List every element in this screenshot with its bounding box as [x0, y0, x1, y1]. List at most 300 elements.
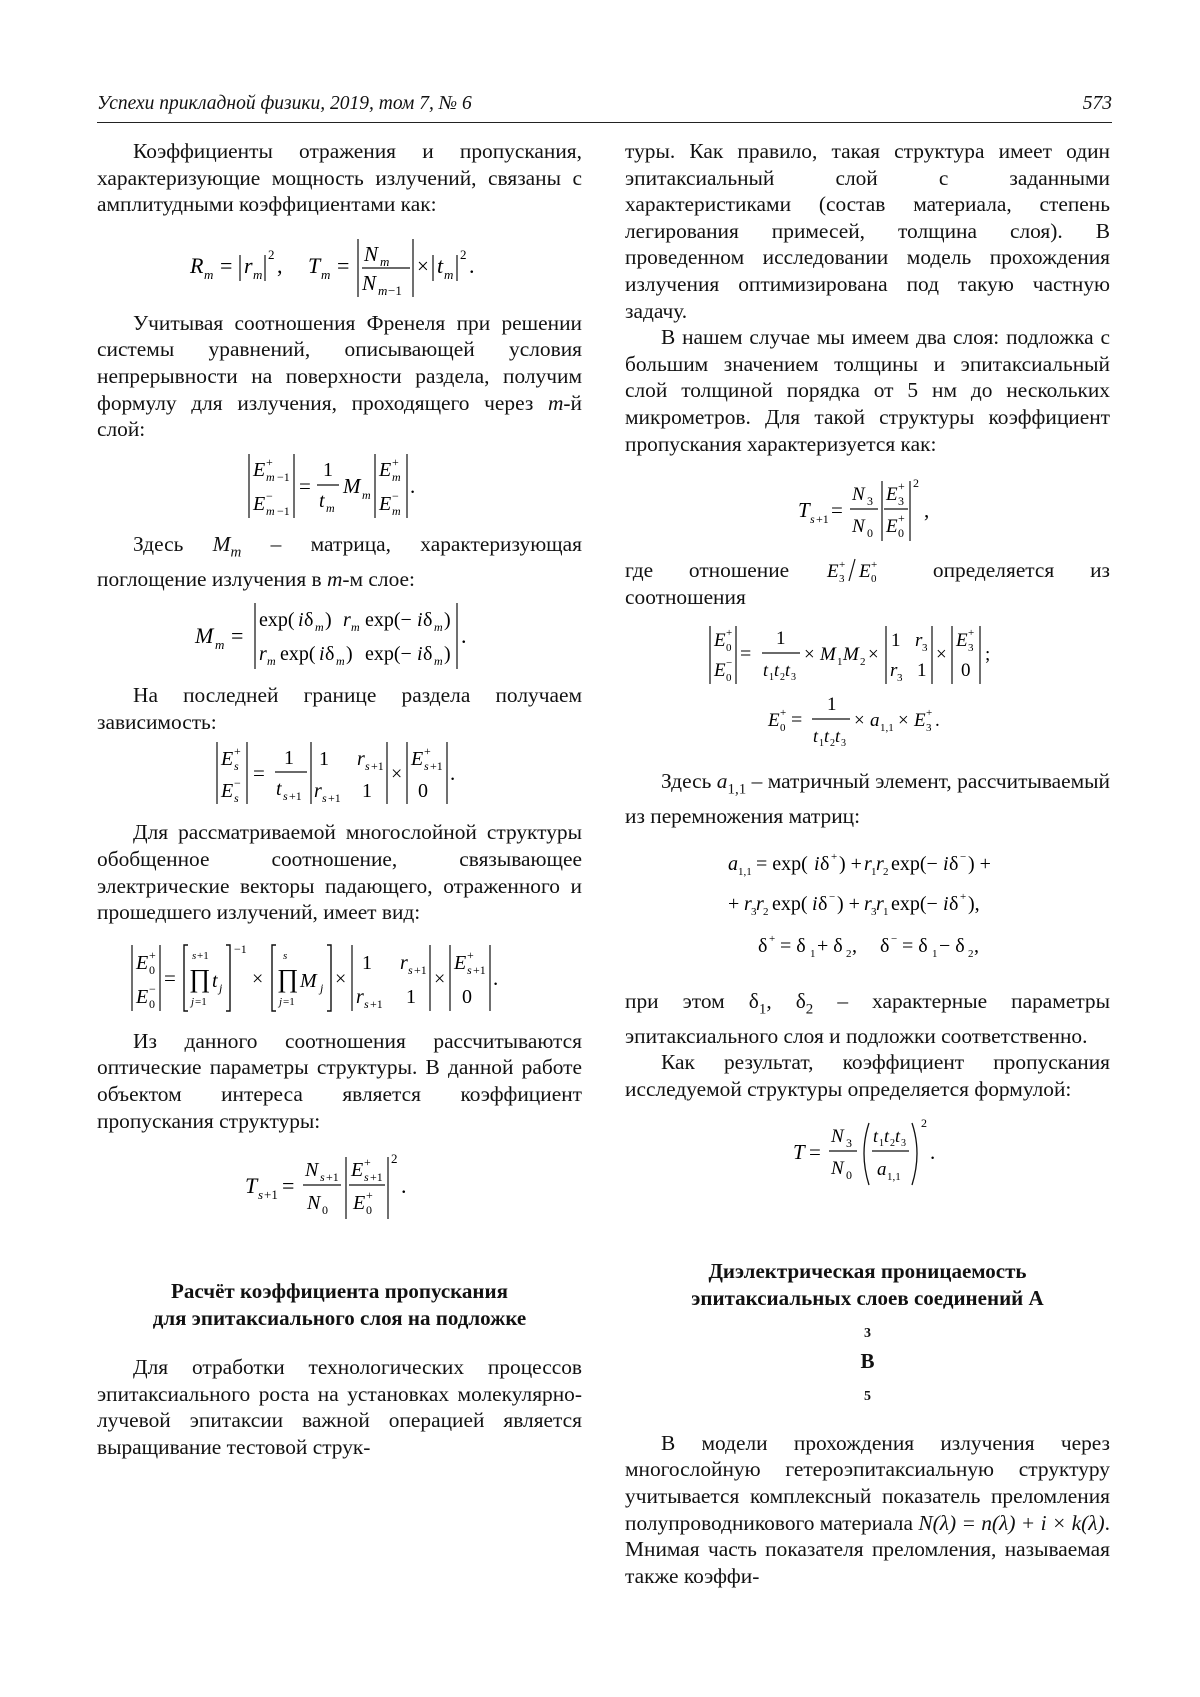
svg-text:=: =	[164, 966, 176, 990]
svg-text:+1: +1	[326, 1170, 339, 1184]
subscript: 3	[864, 1327, 871, 1342]
section-title-line: для эпитаксиального слоя на подложке	[97, 1305, 582, 1332]
formula-layer-transfer	[97, 451, 582, 523]
formula-reflection-transmission	[97, 232, 582, 302]
svg-text:+: +	[364, 1155, 371, 1169]
section-title-line	[625, 1285, 1110, 1409]
subscript: 1	[759, 1001, 767, 1017]
svg-text:m: m	[434, 654, 443, 668]
svg-text:E: E	[826, 561, 839, 582]
svg-text:+1: +1	[328, 791, 341, 805]
svg-text:×: ×	[417, 254, 429, 278]
svg-text:m: m	[380, 254, 389, 269]
svg-text:E: E	[252, 459, 265, 481]
paragraph: На последней границе раздела получаем зависимость:	[97, 682, 582, 735]
svg-text:s: s	[364, 997, 369, 1011]
svg-text:1: 1	[917, 660, 927, 681]
svg-text:×: ×	[434, 968, 445, 990]
svg-text:r: r	[876, 893, 884, 915]
svg-text:−: −	[726, 657, 732, 669]
svg-text:+1: +1	[414, 963, 427, 977]
svg-text:1: 1	[769, 672, 774, 683]
svg-text:i: i	[298, 609, 304, 631]
svg-text:m: m	[321, 267, 330, 282]
svg-text:j: j	[217, 981, 223, 995]
svg-text:0: 0	[961, 660, 971, 681]
svg-text:×: ×	[804, 644, 815, 665]
svg-text:exp(−: exp(−	[365, 643, 412, 665]
svg-text:): )	[346, 643, 353, 665]
svg-text:−: −	[891, 933, 897, 945]
svg-text:+1: +1	[816, 512, 829, 526]
svg-text:+: +	[926, 707, 932, 719]
svg-text:0: 0	[867, 526, 873, 540]
svg-text:.: .	[935, 710, 940, 731]
svg-text:E: E	[858, 561, 871, 582]
svg-text:t: t	[824, 726, 830, 746]
svg-text:E: E	[913, 710, 926, 731]
svg-text:3: 3	[867, 494, 873, 508]
svg-text:2: 2	[460, 247, 467, 262]
svg-text:1: 1	[362, 780, 372, 802]
svg-text:r: r	[876, 853, 884, 875]
svg-text:E: E	[767, 710, 780, 731]
svg-text:T: T	[793, 1140, 806, 1164]
svg-text:1: 1	[284, 747, 294, 769]
svg-text:N: N	[851, 516, 866, 537]
svg-text:,: ,	[924, 498, 929, 522]
svg-text:1: 1	[827, 694, 837, 715]
svg-text:,: ,	[277, 253, 283, 278]
svg-text:.: .	[461, 623, 467, 648]
svg-text:T: T	[245, 1173, 259, 1198]
text-run: Здесь	[133, 532, 213, 556]
svg-text:+1: +1	[473, 963, 486, 977]
svg-text:+1: +1	[264, 1187, 278, 1202]
svg-text:t: t	[276, 778, 282, 800]
svg-text:2: 2	[391, 1151, 398, 1166]
svg-text:0: 0	[418, 780, 428, 802]
svg-text:N: N	[851, 484, 866, 505]
svg-text:=: =	[220, 253, 232, 278]
svg-text:s: s	[408, 963, 413, 977]
svg-text:r: r	[915, 630, 923, 651]
svg-text:exp(: exp(	[259, 609, 295, 631]
svg-text:E: E	[885, 484, 898, 505]
svg-text:r: r	[356, 986, 364, 1008]
svg-text:−: −	[829, 891, 835, 903]
svg-text:r: r	[400, 952, 408, 974]
svg-text:t: t	[437, 253, 444, 278]
svg-text:δ: δ	[949, 893, 958, 915]
svg-text:=: =	[809, 1140, 821, 1164]
svg-text:0: 0	[462, 986, 472, 1008]
svg-text:m: m	[315, 620, 324, 634]
svg-text:2: 2	[763, 906, 769, 918]
text-run: – матричный элемент, рассчитываемый из перемножения матриц:	[625, 769, 1110, 828]
svg-text:−: −	[266, 489, 273, 503]
svg-text:s: s	[365, 759, 370, 773]
svg-text:s: s	[283, 789, 288, 803]
variable: m	[327, 567, 342, 591]
svg-text:s: s	[258, 1187, 263, 1202]
subscript: 1,1	[727, 782, 746, 798]
svg-text:m: m	[326, 501, 335, 515]
text-run: определяется из соотношения	[625, 558, 1110, 609]
svg-text:m: m	[434, 620, 443, 634]
text-run: эпитаксиальных слоев соединений A	[625, 1285, 1110, 1312]
svg-text:m: m	[336, 654, 345, 668]
svg-text:1: 1	[891, 630, 901, 651]
formula-absorption-matrix	[97, 600, 582, 674]
paragraph: туры. Как правило, такая структура имеет один эпитаксиальный слой с заданными характеристиками (состав материала, степень легирования примесей, толщина слоя). В проведенном исследовании модель прохождения излучения оптимизирована под такую частную задачу.	[625, 138, 1110, 324]
svg-text:=1: =1	[283, 996, 295, 1008]
svg-text:1: 1	[879, 1138, 884, 1149]
svg-text:s: s	[424, 759, 429, 773]
svg-text:−1: −1	[388, 283, 402, 298]
subscript: 5	[864, 1389, 871, 1404]
svg-text:×: ×	[854, 710, 865, 731]
text-run: – характерные параметры эпитаксиального слоя и подложки соответственно.	[625, 989, 1110, 1048]
svg-text:−1: −1	[234, 942, 247, 956]
paragraph: Как результат, коэффициент пропускания исследуемой структуры определяется формулой:	[625, 1049, 1110, 1102]
svg-text:t: t	[884, 1126, 890, 1146]
svg-text:j: j	[277, 996, 282, 1008]
svg-text:E: E	[135, 952, 148, 974]
svg-text:3: 3	[898, 494, 904, 508]
formula-transmission-coefficient	[97, 1148, 582, 1226]
svg-text:E: E	[220, 748, 233, 770]
paragraph	[97, 310, 582, 443]
svg-text:r: r	[343, 609, 351, 631]
svg-text:=: =	[282, 1173, 294, 1198]
svg-text:+1: +1	[370, 997, 383, 1011]
svg-text:1,1: 1,1	[887, 1171, 901, 1183]
svg-text:) +: ) +	[837, 893, 860, 915]
svg-text:δ: δ	[820, 853, 829, 875]
formula-generalized-relation	[97, 940, 582, 1018]
svg-text:t: t	[763, 660, 769, 680]
svg-text:×: ×	[391, 763, 402, 785]
svg-text:+: +	[769, 933, 775, 945]
svg-text:3: 3	[839, 573, 845, 583]
svg-text:∏: ∏	[189, 964, 210, 993]
paragraph	[625, 1430, 1110, 1590]
svg-text:m: m	[266, 504, 275, 518]
svg-text:exp(: exp(	[772, 893, 808, 915]
svg-text:s: s	[467, 963, 472, 977]
svg-text:2: 2	[883, 866, 889, 878]
svg-text:2: 2	[968, 948, 974, 960]
svg-text:T: T	[798, 498, 811, 522]
svg-text:s: s	[283, 950, 287, 962]
svg-text:a: a	[870, 710, 880, 731]
svg-text:a: a	[728, 853, 738, 875]
svg-text:E: E	[885, 516, 898, 537]
paragraph	[625, 988, 1110, 1049]
svg-text:+: +	[968, 627, 974, 639]
svg-text:3: 3	[846, 1136, 852, 1150]
svg-text:): )	[444, 643, 451, 665]
svg-text:r: r	[756, 893, 764, 915]
svg-text:+: +	[898, 511, 905, 525]
svg-text:E: E	[713, 660, 726, 681]
svg-text:;: ;	[985, 644, 990, 665]
svg-text:0: 0	[726, 672, 732, 684]
svg-text:N: N	[830, 1158, 845, 1179]
svg-text:+: +	[780, 707, 786, 719]
svg-text:s: s	[322, 791, 327, 805]
svg-text:M: M	[819, 644, 837, 665]
svg-text:−: −	[392, 489, 399, 503]
svg-text:.: .	[930, 1140, 935, 1164]
svg-text:0: 0	[149, 997, 155, 1011]
svg-text:m: m	[253, 267, 262, 282]
paragraph: Для отработки технологических процессов эпитаксиального роста на установках молекулярно-лучевой эпитаксии важной операцией является выращивание тестовой струк-	[97, 1354, 582, 1460]
svg-text:N: N	[361, 271, 377, 295]
subscript: m	[230, 544, 241, 560]
svg-text:1: 1	[406, 986, 416, 1008]
svg-text:3: 3	[901, 1138, 906, 1149]
svg-text:1: 1	[871, 866, 877, 878]
svg-text:−1: −1	[277, 504, 290, 518]
svg-text:1: 1	[776, 628, 786, 649]
svg-text:=: =	[299, 474, 311, 498]
paragraph: В нашем случае мы имеем два слоя: подложка с большим значением толщины и эпитаксиальный слой толщиной порядка от 5 нм до нескольких микрометров. Для такой структуры коэффициент пропускания характеризуется как:	[625, 324, 1110, 457]
svg-text:+: +	[871, 559, 877, 571]
svg-text:E: E	[453, 952, 466, 974]
svg-text:t: t	[212, 970, 218, 992]
svg-text:+1: +1	[197, 950, 209, 962]
svg-text:+1: +1	[289, 789, 302, 803]
svg-text:a: a	[877, 1159, 887, 1180]
inline-formula-ratio	[825, 557, 897, 583]
svg-text:×: ×	[252, 968, 263, 990]
svg-text:+1: +1	[371, 759, 384, 773]
svg-text:+: +	[831, 851, 837, 863]
paragraph	[625, 557, 1110, 610]
svg-text:1: 1	[837, 656, 843, 668]
formula-e0-relation	[625, 622, 1110, 750]
svg-text:1: 1	[323, 459, 333, 481]
svg-text:E: E	[378, 459, 391, 481]
svg-text:1: 1	[819, 738, 824, 749]
svg-text:r: r	[357, 748, 365, 770]
svg-text:3: 3	[968, 642, 974, 654]
svg-text:2: 2	[846, 948, 852, 960]
subscript: 2	[806, 1001, 814, 1017]
svg-text:m: m	[378, 283, 387, 298]
svg-text:2: 2	[921, 1116, 927, 1130]
svg-text:E: E	[955, 630, 968, 651]
svg-text:i: i	[417, 609, 423, 631]
svg-text:,: ,	[852, 935, 857, 957]
svg-text:r: r	[259, 643, 267, 665]
svg-text:3: 3	[922, 642, 928, 654]
left-column	[97, 138, 582, 1461]
svg-text:exp(−: exp(−	[891, 893, 938, 915]
svg-text:1: 1	[319, 748, 329, 770]
svg-text:s: s	[234, 759, 239, 773]
svg-text:+: +	[366, 1188, 373, 1202]
svg-text:m: m	[204, 267, 213, 282]
svg-text:1: 1	[362, 952, 372, 974]
svg-text:=1: =1	[195, 996, 207, 1008]
svg-text:.: .	[469, 253, 475, 278]
svg-text:i: i	[319, 643, 325, 665]
svg-text:1: 1	[883, 906, 889, 918]
svg-text:+: +	[726, 627, 732, 639]
svg-text:×: ×	[898, 710, 909, 731]
svg-text:δ: δ	[949, 853, 958, 875]
svg-text:): )	[444, 609, 451, 631]
svg-text:0: 0	[149, 963, 155, 977]
svg-text:s: s	[192, 950, 196, 962]
svg-text:−1: −1	[277, 470, 290, 484]
svg-text:3: 3	[791, 672, 796, 683]
svg-text:1,1: 1,1	[738, 866, 752, 878]
text-run: – матрица, характеризующая поглощение излучения в	[97, 532, 582, 591]
svg-text:δ: δ	[423, 643, 432, 665]
svg-text:0: 0	[898, 526, 904, 540]
svg-text:0: 0	[366, 1203, 372, 1217]
svg-text:2: 2	[860, 656, 866, 668]
section-title	[625, 1258, 1110, 1409]
svg-text:×: ×	[335, 968, 346, 990]
svg-text:s: s	[364, 1170, 369, 1184]
svg-text:T: T	[308, 253, 322, 278]
variable: M	[213, 532, 231, 556]
paragraph: Из данного соотношения рассчитываются оптические параметры структуры. В данной работе объектом интереса является коэффициент пропускания структуры:	[97, 1028, 582, 1134]
svg-text:δ: δ	[758, 935, 767, 957]
svg-text:= exp(: = exp(	[756, 853, 808, 875]
svg-text:),: ),	[968, 893, 980, 915]
variable: a	[717, 769, 728, 793]
svg-text:= δ: = δ	[902, 935, 928, 957]
svg-text:3: 3	[751, 906, 757, 918]
svg-text:+: +	[234, 744, 241, 758]
formula-matrix-element	[625, 846, 1110, 970]
svg-text:.: .	[401, 1173, 407, 1198]
svg-text:m: m	[362, 488, 371, 502]
svg-text:i: i	[943, 893, 949, 915]
svg-text:1,1: 1,1	[880, 722, 894, 734]
svg-text:.: .	[493, 966, 498, 990]
svg-text:3: 3	[841, 738, 846, 749]
svg-text:+: +	[424, 744, 431, 758]
text-run: , δ	[766, 989, 805, 1013]
paragraph	[97, 531, 582, 592]
svg-text:+: +	[839, 559, 845, 571]
svg-text:=: =	[253, 761, 265, 785]
svg-text:i: i	[814, 853, 820, 875]
svg-text:=: =	[831, 498, 843, 522]
svg-text:∏: ∏	[277, 964, 298, 993]
svg-text:+: +	[960, 891, 966, 903]
svg-text:.: .	[410, 474, 415, 498]
svg-text:×: ×	[868, 644, 879, 665]
svg-text:E: E	[135, 986, 148, 1008]
svg-text:=: =	[231, 623, 243, 648]
svg-text:2: 2	[890, 1138, 895, 1149]
svg-text:t: t	[835, 726, 841, 746]
svg-text:r: r	[864, 893, 872, 915]
page-header	[97, 88, 1112, 123]
text-run: B	[625, 1348, 1110, 1375]
svg-text:2: 2	[268, 247, 275, 262]
svg-text:0: 0	[780, 722, 786, 734]
svg-text:E: E	[410, 748, 423, 770]
svg-text:R: R	[189, 253, 204, 278]
svg-text:δ: δ	[423, 609, 432, 631]
svg-text:exp(−: exp(−	[891, 853, 938, 875]
svg-text:M: M	[299, 970, 318, 992]
svg-text:r: r	[314, 780, 322, 802]
svg-text:exp(: exp(	[280, 643, 316, 665]
svg-text:E: E	[220, 780, 233, 802]
svg-text:E: E	[352, 1192, 365, 1214]
svg-text:3: 3	[926, 722, 932, 734]
svg-text:+: +	[392, 455, 399, 469]
svg-text:i: i	[943, 853, 949, 875]
svg-text:i: i	[417, 643, 423, 665]
svg-text:N: N	[304, 1159, 320, 1181]
text-run: -й слой:	[97, 391, 582, 442]
svg-text:j: j	[318, 981, 324, 995]
formula-final-transmission	[625, 1114, 1110, 1196]
formula-last-boundary	[97, 739, 582, 809]
svg-text:) +: ) +	[839, 853, 862, 875]
section-title	[97, 1278, 582, 1332]
journal-citation: Успехи прикладной физики, 2019, том 7, № 6	[97, 93, 472, 115]
svg-text:δ: δ	[880, 935, 889, 957]
svg-text:s: s	[234, 791, 239, 805]
svg-text:− δ: − δ	[939, 935, 965, 957]
svg-text:j: j	[189, 996, 194, 1008]
svg-text:+: +	[467, 948, 474, 962]
paragraph: Для рассматриваемой многослойной структуры обобщенное соотношение, связывающее электрические векторы падающего, отраженного и прошедшего излучений, имеет вид:	[97, 819, 582, 925]
svg-text:exp(−: exp(−	[365, 609, 412, 631]
svg-text:m: m	[267, 654, 276, 668]
text-run: . Мнимая часть показателя преломления, называемая также коэффи-	[625, 1511, 1110, 1588]
svg-text:t: t	[785, 660, 791, 680]
svg-text:t: t	[873, 1126, 879, 1146]
svg-text:3: 3	[897, 672, 903, 684]
section-title-line: Расчёт коэффициента пропускания	[97, 1278, 582, 1305]
svg-text:=: =	[740, 643, 751, 665]
svg-text:m: m	[351, 620, 360, 634]
svg-text:−: −	[234, 776, 241, 790]
svg-text:i: i	[812, 893, 818, 915]
svg-text:t: t	[774, 660, 780, 680]
inline-formula: N(λ) = n(λ) + i × k(λ)	[918, 1511, 1104, 1535]
svg-text:t: t	[895, 1126, 901, 1146]
svg-text:t: t	[319, 490, 325, 512]
svg-text:M: M	[342, 474, 362, 498]
svg-text:=: =	[337, 253, 349, 278]
svg-text:m: m	[392, 470, 401, 484]
svg-text:M: M	[842, 644, 860, 665]
svg-text:s: s	[810, 512, 815, 526]
svg-text:m: m	[266, 470, 275, 484]
svg-text:δ: δ	[304, 609, 313, 631]
svg-text:.: .	[450, 761, 455, 785]
svg-text:r: r	[864, 853, 872, 875]
svg-text:1: 1	[810, 948, 816, 960]
svg-text:= δ: = δ	[780, 935, 806, 957]
svg-text:r: r	[244, 253, 253, 278]
paragraph: Коэффициенты отражения и пропускания, характеризующие мощность излучений, связаны с амплитудными коэффициентами как:	[97, 138, 582, 218]
